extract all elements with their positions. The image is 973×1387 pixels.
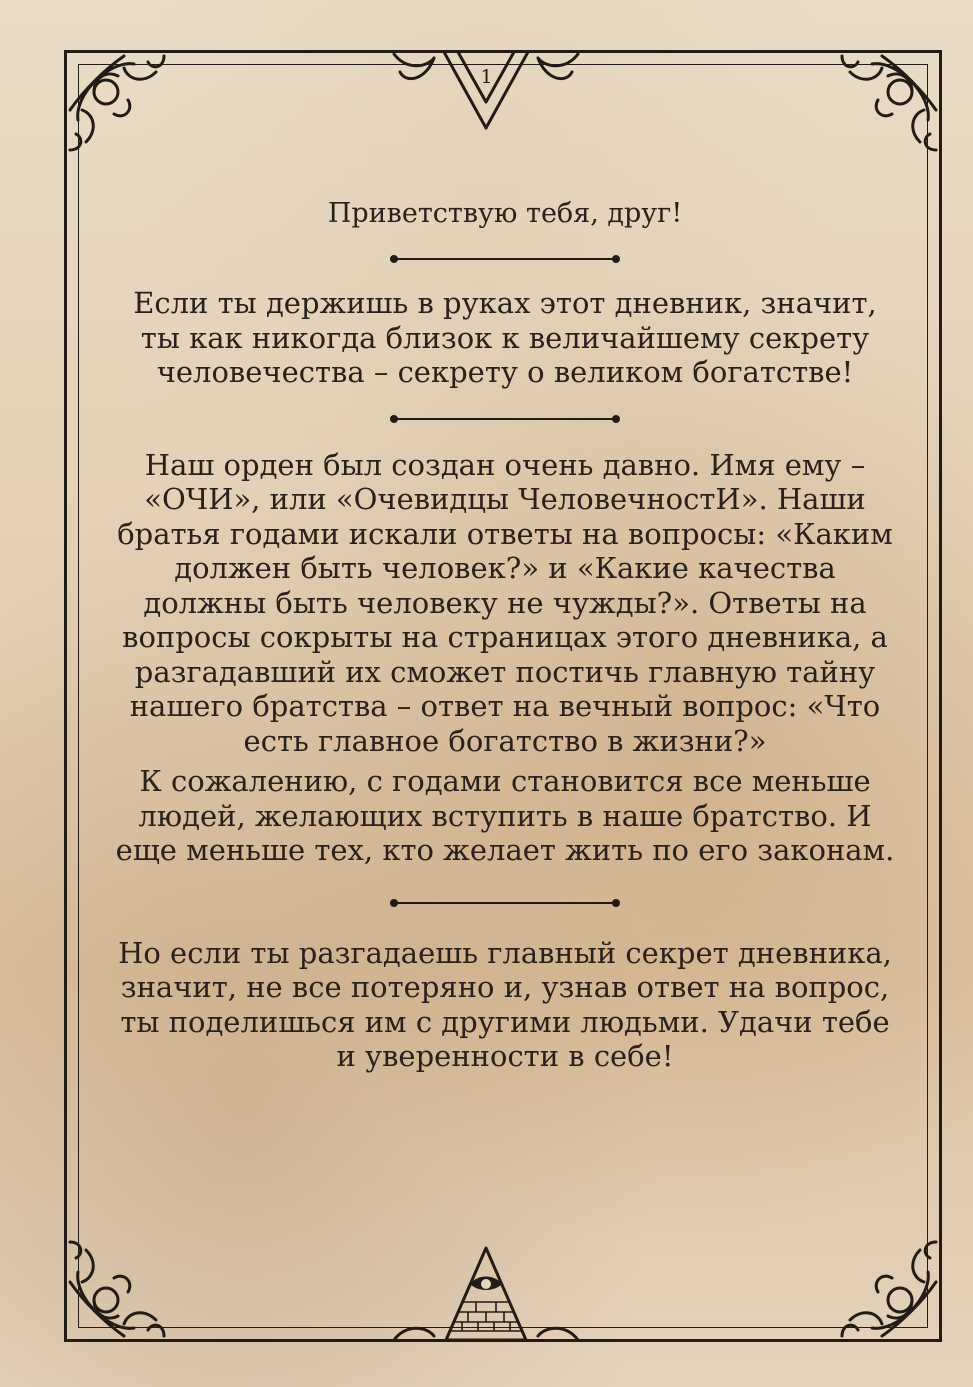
pyramid-eye-icon xyxy=(386,1244,586,1344)
page-number: 1 xyxy=(480,66,493,88)
greeting-heading: Приветствую тебя, друг! xyxy=(327,198,683,229)
closing-paragraph: Но если ты разгадаешь главный секрет дневника, значит, не все потеряно и, узнав ответ на вопрос, ты поделишься им с другими людьми. Удачи тебе и уверенности в себе! xyxy=(118,935,892,1073)
divider-icon xyxy=(390,896,620,910)
top-triangle-ornament-icon xyxy=(386,50,586,132)
corner-ornament-icon xyxy=(64,1222,184,1342)
regret-paragraph: К сожалению, с годами становится все меньше людей, желающих вступить в наше братство. И еще меньше тех, кто желает жить по его законам. xyxy=(115,764,895,867)
divider-icon xyxy=(390,412,620,426)
corner-ornament-icon xyxy=(822,1222,942,1342)
order-paragraph: Наш орден был создан очень давно. Имя ему – «ОЧИ», или «Очевидцы ЧеловечностИ». Наши братья годами искали ответы на вопросы: «Каким должен быть человек?» и «Какие качества должны быть человеку не чужды?». Ответы на вопросы сокрыты на страницах этого дневника, а разгадавший их сможет постичь главную тайну нашего братства – ответ на вечный вопрос: «Что есть главное богатство в жизни?» xyxy=(117,447,893,758)
page-content xyxy=(110,196,900,1074)
divider-icon xyxy=(390,252,620,266)
intro-paragraph: Если ты держишь в руках этот дневник, значит, ты как никогда близок к величайшему секрету человечества – секрету о великом богатстве! xyxy=(133,286,877,389)
